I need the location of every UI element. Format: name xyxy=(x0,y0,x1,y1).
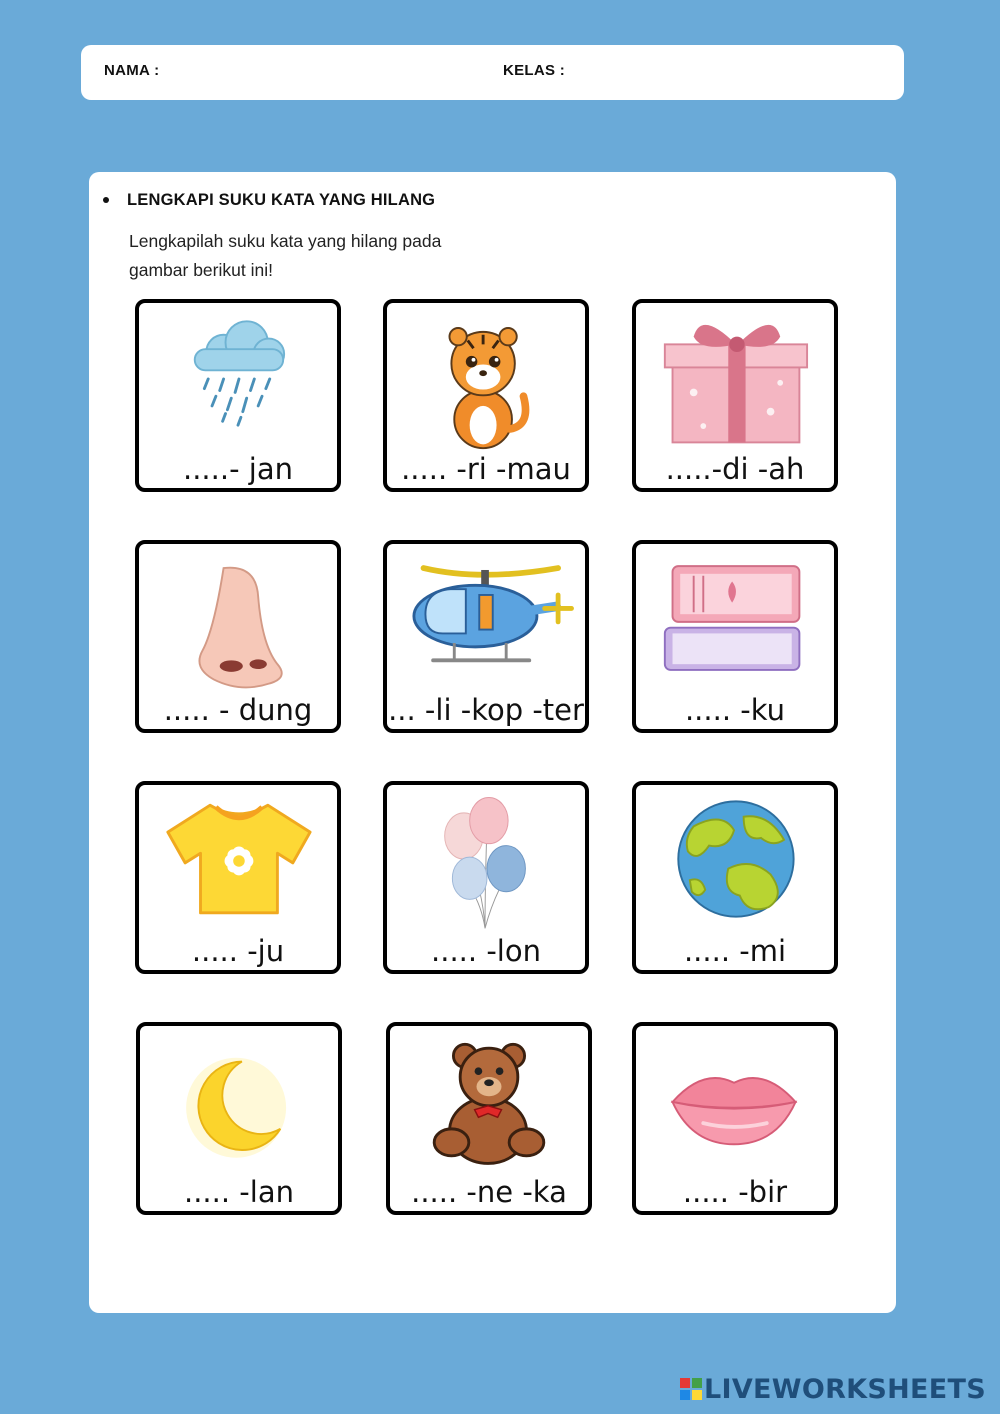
tiger-icon xyxy=(387,303,585,453)
teddy-bear-icon xyxy=(390,1026,588,1176)
card-harimau xyxy=(383,299,589,492)
card-label: .....- jan xyxy=(183,452,293,486)
card-baju xyxy=(135,781,341,974)
card-label: ..... -ku xyxy=(684,693,786,727)
live-blocks-icon xyxy=(680,1376,704,1402)
card-hidung xyxy=(135,540,341,733)
kelas-label: KELAS : xyxy=(503,62,566,79)
section-title: LENGKAPI SUKU KATA YANG HILANG xyxy=(127,191,436,209)
card-bibir xyxy=(632,1022,838,1215)
card-label: ..... -ne -ka xyxy=(411,1175,567,1209)
logo-text: LIVEWORKSHEETS xyxy=(703,1373,986,1405)
card-label: ..... -mi xyxy=(683,934,787,968)
gift-box-icon xyxy=(636,303,834,453)
card-helikopter xyxy=(383,540,589,733)
card-label: ... -li -kop -ter xyxy=(388,693,584,727)
card-label: ..... -lon xyxy=(431,934,541,968)
bullet-icon xyxy=(103,197,109,203)
student-info-bar xyxy=(81,45,904,100)
earth-globe-icon xyxy=(636,785,834,935)
rain-cloud-icon xyxy=(139,303,337,453)
card-hujan xyxy=(135,299,341,492)
nama-label: NAMA : xyxy=(104,62,160,79)
card-buku xyxy=(632,540,838,733)
shirt-icon xyxy=(139,785,337,935)
card-bumi xyxy=(632,781,838,974)
moon-icon xyxy=(140,1026,338,1176)
card-label: .....-di -ah xyxy=(665,452,805,486)
liveworksheets-logo xyxy=(680,1372,986,1406)
card-label: ..... -ju xyxy=(191,934,285,968)
card-bulan xyxy=(136,1022,342,1215)
card-boneka xyxy=(386,1022,592,1215)
helicopter-icon xyxy=(387,544,585,694)
instruction-line-1: Lengkapilah suku kata yang hilang pada xyxy=(129,231,442,251)
instruction-text xyxy=(129,227,529,285)
lips-icon xyxy=(636,1026,834,1176)
nose-icon xyxy=(139,544,337,694)
card-label: ..... -bir xyxy=(682,1175,788,1209)
card-hadiah xyxy=(632,299,838,492)
card-balon xyxy=(383,781,589,974)
books-icon xyxy=(636,544,834,694)
card-label: ..... -lan xyxy=(184,1175,294,1209)
instruction-line-2: gambar berikut ini! xyxy=(129,260,273,280)
card-label: ..... - dung xyxy=(163,693,313,727)
balloons-icon xyxy=(387,785,585,935)
card-label: ..... -ri -mau xyxy=(401,452,571,486)
